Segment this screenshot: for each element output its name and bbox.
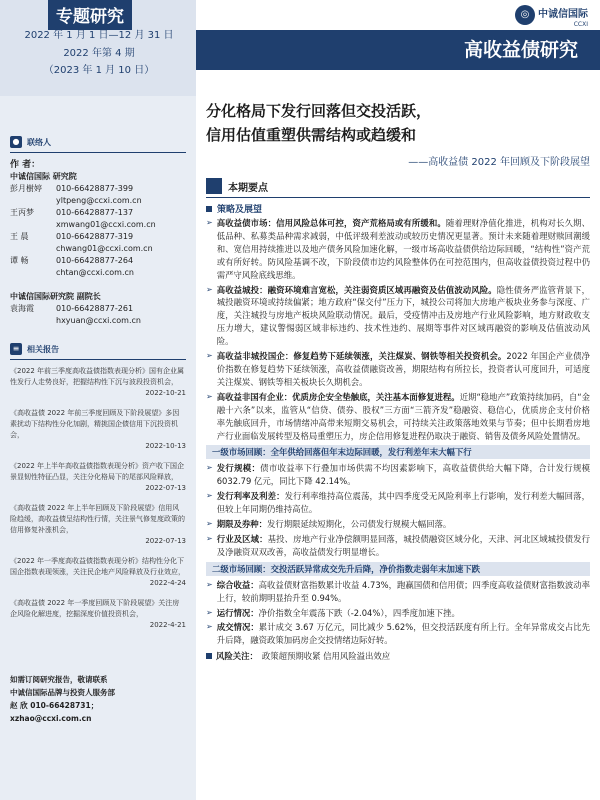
document-icon: ≡	[10, 343, 22, 355]
paragraph-text: 2022 年国企产业债净价指数在修复趋势下延续领涨，高收益债融资改善，期限结构有所拉长，投资者认可度回升，可适度关注煤炭、钢铁等相关板块长久期机会。	[216, 351, 590, 387]
primary-paragraph	[206, 533, 590, 559]
paragraph-text: 发行期限延续短期化，公司债发行规模大幅回落。	[266, 519, 452, 530]
related-report-text: 《高收益债 2022 年一季度回顾及下阶段展望》关注房企风险化解进度，挖掘深度价值投资机会，	[10, 599, 180, 618]
square-bullet-icon	[206, 206, 212, 212]
document-subtitle: ——高收益债 2022 年回顾及下阶段展望	[408, 157, 590, 168]
contact-row	[10, 207, 186, 219]
square-bullet-icon	[206, 653, 212, 659]
arrow-bullet-icon: ➢	[206, 607, 213, 617]
arrow-bullet-icon: ➢	[206, 351, 213, 361]
paragraph-text: 发行利率维持高位震荡，其中四季度受无风险利率上行影响，发行利差大幅回落，但较上年同期仍维持高位。	[216, 491, 591, 515]
contacts-title: 联络人	[27, 137, 51, 147]
arrow-bullet-icon: ➢	[206, 218, 213, 227]
contact-row	[10, 303, 186, 315]
publish-date: （2023 年 1 月 10 日）	[43, 65, 155, 76]
contact-email[interactable]: xmwang01@ccxi.com.cn	[56, 220, 156, 229]
related-report-text: 《高收益债 2022 年前三季度回顾及下阶段展望》多因素扰动下结构性分化加剧，精挑国企债信用下沉投资机会，	[10, 409, 180, 439]
logo-subtext: CCXI	[573, 21, 588, 28]
paragraph-text: 高收益债财富指数累计收益 4.73%，跑赢国债和信用债；四季度高收益债财富指数波动率上行，较前期明显抬升至 0.94%。	[216, 579, 590, 603]
org-line: 中诚信国际研究院 副院长	[10, 292, 101, 301]
sidebar	[0, 96, 196, 800]
org-line: 中诚信国际 研究院	[10, 172, 77, 181]
paragraph-lead: 综合收益：	[216, 579, 259, 590]
key-points-header	[206, 178, 590, 194]
banner-title: 高收益债研究	[463, 39, 578, 61]
footer-email[interactable]: xzhao@ccxi.com.cn	[10, 714, 92, 723]
primary-paragraph	[206, 518, 590, 531]
subscription-footer	[10, 673, 115, 725]
paragraph-lead: 高收益非国有企业：优质房企安全垫触底，关注基本面修复进程。	[216, 391, 460, 402]
paragraph-lead: 高收益城投：融资环境难言宽松，关注弱资质区域再融资及估值波动风险。	[216, 284, 497, 295]
strategy-section-label	[206, 202, 590, 215]
related-report-item[interactable]	[10, 598, 186, 631]
paragraph-text: 近期“稳地产”政策持续加码，自“金融十六条”以来，监管从“信贷、债券、股权”三方面“三箭齐发”稳融资、稳信心，优质房企支付价格率先触底回升，市场情绪冲高带来短期交易机会，可持续关注政策落地效果与节奏；但中长期看房地产行业面临发展转型及格局重塑压力，房企信用修复进程仍取决于融资、销售及债务风险处置情况。	[216, 391, 591, 441]
primary-market-band: 一级市场回顾：全年供给回落但年末边际回暖，发行利差年末大幅下行	[206, 445, 590, 459]
divider	[10, 359, 186, 360]
contact-phone: 010-66428877-264	[56, 256, 134, 265]
contact-name: 谭 畅	[10, 256, 29, 265]
contact-name: 袁海霞	[10, 304, 34, 313]
contact-phone: 010-66428877-261	[56, 304, 134, 313]
report-type-label: 专题研究	[48, 0, 132, 30]
contact-email[interactable]: hxyuan@ccxi.com.cn	[56, 316, 141, 325]
secondary-paragraph	[206, 607, 590, 620]
section-marker-icon	[206, 178, 222, 194]
section-label-text: 策略及展望	[217, 205, 263, 215]
related-report-item[interactable]	[10, 408, 186, 452]
related-report-date: 2022-07-13	[145, 537, 186, 545]
related-report-date: 2022-07-13	[145, 484, 186, 492]
related-reports	[10, 366, 186, 631]
date-range: 2022 年 1 月 1 日—12 月 31 日	[24, 30, 174, 41]
authors-label: 作 者：	[10, 160, 41, 170]
related-header	[10, 343, 186, 355]
strategy-paragraph	[206, 391, 590, 443]
divider	[10, 152, 186, 153]
secondary-paragraph	[206, 579, 590, 605]
paragraph-text: 债市收益率下行叠加市场供需不均因素影响下，高收益债供给大幅下降，合计发行规模 6032.79 亿元，同比下降 42.14%。	[216, 463, 591, 487]
paragraph-text: 随着理财净值化推进，机构对长久期、低品种、私募类品种需求减弱，中低评级利差波动或较历史情况更显著。预计未来随着理财赎回潮缓和、宽信用持续推进以及地产债务风险加速化解，一级市场高收益债供给边际回暖，“结构性”资产荒或有所好转。防风险基调不改，下阶段债市边约风险整体仍在可控范围内，但高收益债投资过程中仍需严守风险底线思维。	[216, 218, 591, 280]
paragraph-lead: 行业及区域：	[216, 533, 268, 544]
contacts-block	[10, 159, 186, 327]
related-report-date: 2022-10-21	[145, 389, 186, 397]
arrow-bullet-icon: ➢	[206, 519, 213, 529]
paragraph-lead: 高收益债市场：信用风险总体可控，资产荒格局或有所缓和。	[216, 218, 446, 228]
title-line: 分化格局下发行回落但交投活跃，	[206, 102, 432, 120]
contact-phone: 010-66428877-319	[56, 232, 134, 241]
paragraph-lead: 高收益非城投国企：修复趋势下延续领涨，关注煤炭、钢铁等相关投资机会。	[216, 351, 507, 362]
logo-icon: ◎	[515, 5, 535, 25]
contact-name: 彭月樹婷	[10, 184, 42, 193]
paragraph-lead: 发行利率及利差：	[216, 491, 285, 502]
arrow-bullet-icon: ➢	[206, 622, 213, 632]
paragraph-lead: 期限及券种：	[216, 519, 267, 530]
divider	[206, 197, 590, 198]
footer-line: 如需订阅研究报告，敬请联系	[10, 675, 108, 684]
arrow-bullet-icon: ➢	[206, 579, 213, 589]
primary-paragraph	[206, 462, 590, 488]
risk-text: 政策超预期收紧 信用风险溢出效应	[261, 651, 391, 662]
logo-text: 中诚信国际	[538, 9, 588, 20]
contact-row	[10, 255, 186, 267]
paragraph-text: 基投、房地产行业净偿额明显回落，城投债融资区域分化，天津、河北区域城投债发行及净融资双双改善，高收益债发行明显增长。	[216, 533, 590, 557]
header-side-panel	[0, 0, 196, 96]
risk-note	[206, 650, 590, 662]
contact-phone: 010-66428877-399	[56, 184, 134, 193]
arrow-bullet-icon: ➢	[206, 463, 213, 473]
related-report-text: 《2022 年上半年高收益债指数表现分析》资产收下国企景显韧性特征凸显，关注分化格局下的尾部风险释放，	[10, 462, 185, 481]
arrow-bullet-icon: ➢	[206, 284, 213, 294]
secondary-market-band: 二级市场回顾：交投活跃异常成交先升后降，净价指数走弱年末加速下跌	[206, 562, 590, 576]
main-content	[206, 96, 590, 800]
footer-line: 赵 欣 010-66428731；	[10, 701, 99, 710]
secondary-paragraph	[206, 621, 590, 647]
company-logo	[515, 2, 588, 28]
contact-name: 王 晨	[10, 232, 29, 241]
footer-line: 中诚信国际品牌与投资人服务部	[10, 688, 115, 697]
contact-row	[10, 231, 186, 243]
strategy-paragraph	[206, 217, 590, 282]
related-report-item[interactable]	[10, 556, 186, 589]
contact-name: 王丙梦	[10, 208, 34, 217]
primary-paragraph	[206, 490, 590, 516]
related-title: 相关报告	[27, 344, 59, 354]
paragraph-text: 净价指数全年震荡下跌（-2.04%），四季度加速下挫。	[258, 607, 460, 618]
report-header	[0, 0, 600, 96]
risk-lead: 风险关注：	[216, 651, 258, 662]
related-report-item[interactable]	[10, 461, 186, 494]
related-report-date: 2022-4-21	[149, 621, 186, 629]
related-report-item[interactable]	[10, 503, 186, 547]
paragraph-text: 累计成交 3.67 万亿元，同比减少 5.62%，但交投活跃度有所上行。全年异常成交占比先升后降，融资政策加码房企交投情绪边际好转。	[216, 622, 590, 646]
title-banner	[196, 30, 600, 70]
related-report-item[interactable]	[10, 366, 186, 399]
related-report-text: 《2022 年前三季度高收益债指数表现分析》国有企业属性发行人走势良好，把握结构性下沉与波段投资机会，	[10, 367, 185, 386]
title-line: 信用估值重塑供需结构或趋缓和	[206, 126, 417, 144]
issue-number: 2022 年第 4 期	[63, 48, 135, 59]
paragraph-lead: 成交情况：	[216, 622, 259, 633]
strategy-paragraph	[206, 350, 590, 389]
strategy-paragraph	[206, 284, 590, 349]
arrow-bullet-icon: ➢	[206, 491, 213, 501]
person-icon: ●	[10, 136, 22, 148]
paragraph-lead: 发行规模：	[216, 463, 261, 474]
related-report-text: 《高收益债 2022 年上半年回顾及下阶段展望》信用风险趋缓，高收益债呈结构性行情，关注景气修复度政策的信用修复补涨机会，	[10, 504, 185, 534]
contact-email[interactable]: chwang01@ccxi.com.cn	[56, 244, 153, 253]
contacts-header	[10, 136, 186, 148]
related-report-date: 2022-10-13	[145, 442, 186, 450]
contact-email[interactable]: yltpeng@ccxi.com.cn	[56, 196, 142, 205]
arrow-bullet-icon: ➢	[206, 391, 213, 401]
related-report-text: 《2022 年一季度高收益债指数表现分析》结构性分化下国企指数表现领涨，关注民企地产风险释放及行业效应，	[10, 557, 185, 576]
paragraph-text: 隐性债务严监管背景下，城投融资环境或持续偏紧；地方政府“保交付”压力下，城投公司将加大房地产板块业务参与深度、广度，关注城投与房地产板块风险联动情况。最后，受疫情冲击及房地产行业风险影响，地方财政收支压力增大，建议警惕弱区域非标违约、技术性违约、展期等事件对区域再融资的影响及估值波动风险。	[216, 284, 591, 347]
contact-email[interactable]: chtan@ccxi.com.cn	[56, 268, 134, 277]
paragraph-lead: 运行情况：	[216, 607, 259, 618]
key-points-title: 本期要点	[228, 182, 268, 194]
contact-row	[10, 183, 186, 195]
contact-phone: 010-66428877-137	[56, 208, 134, 217]
arrow-bullet-icon: ➢	[206, 533, 213, 543]
document-title	[206, 99, 590, 147]
related-report-date: 2022-4-24	[149, 579, 186, 587]
